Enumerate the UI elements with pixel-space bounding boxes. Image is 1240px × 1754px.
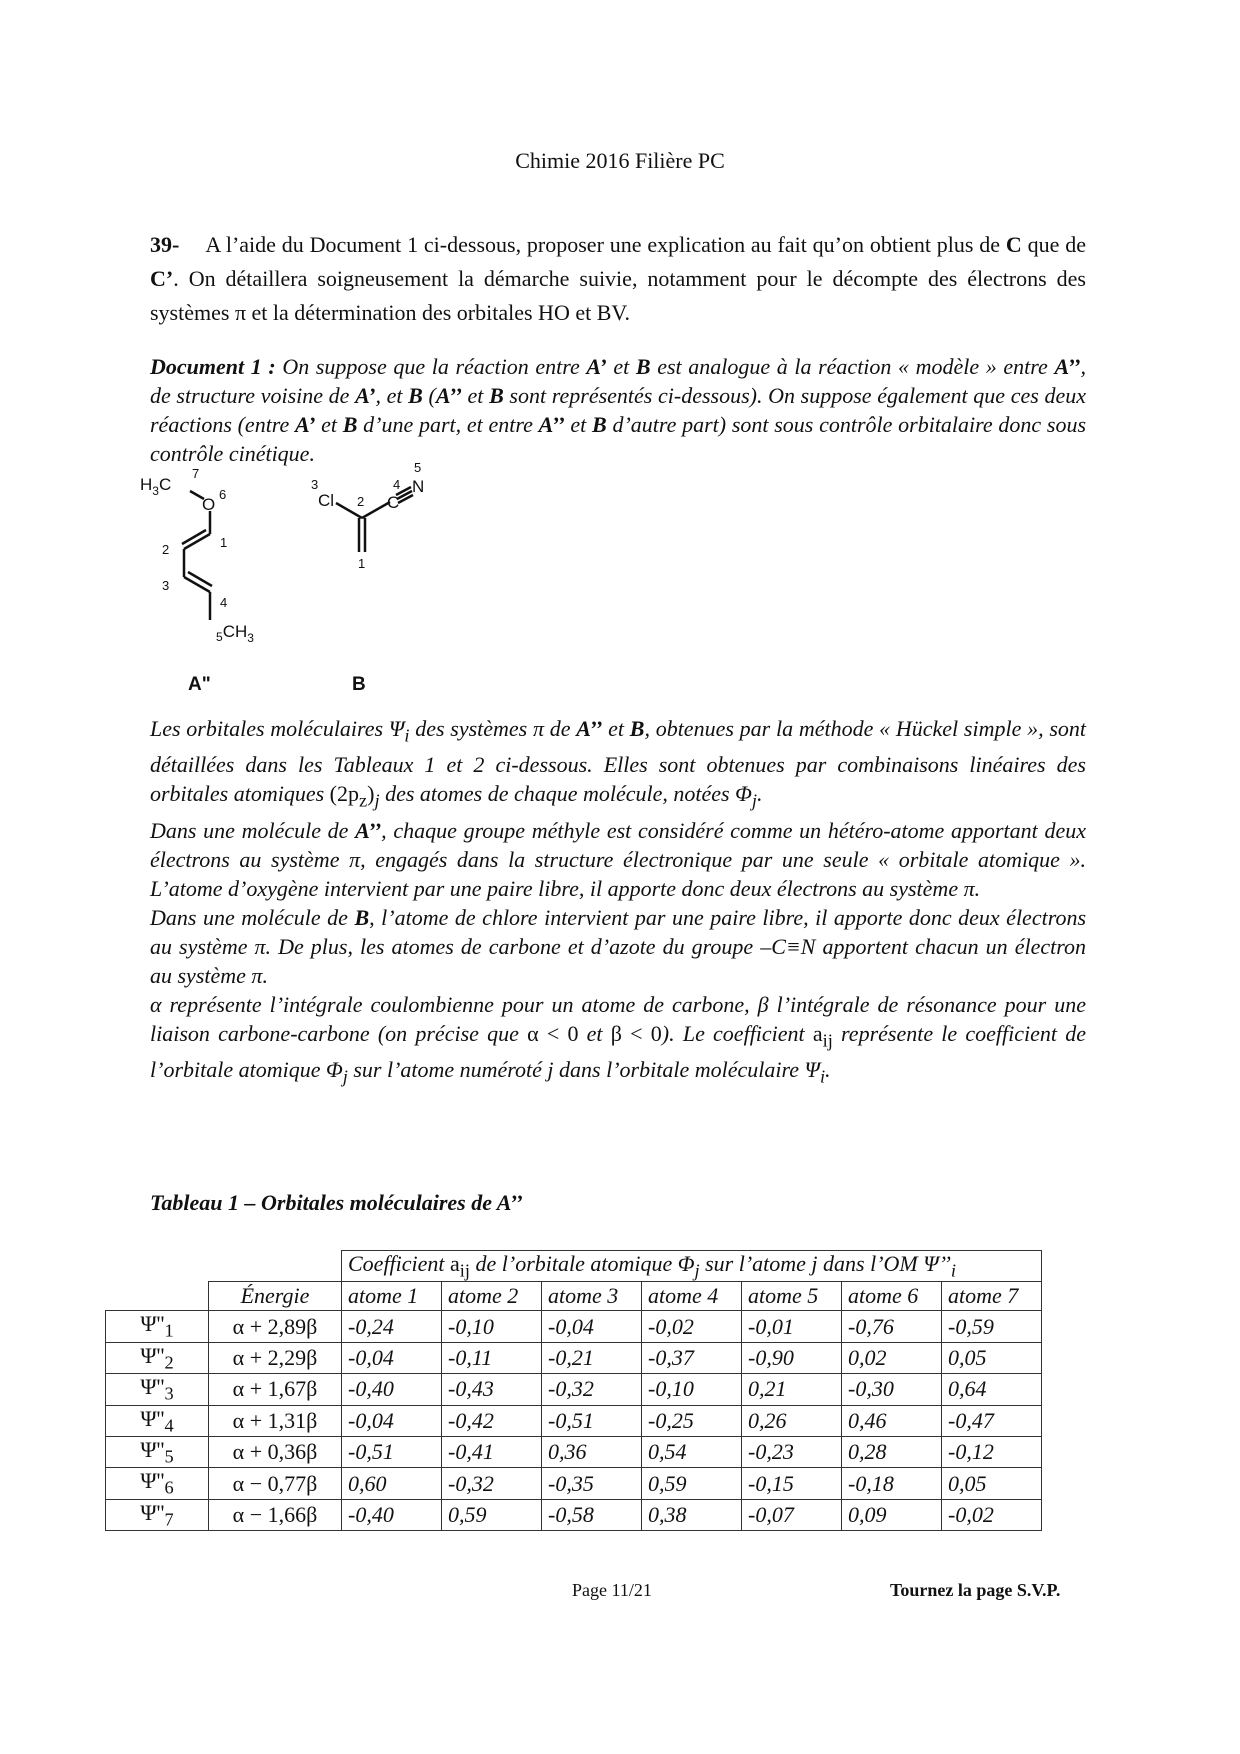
table-1-title: Tableau 1 – Orbitales moléculaires de A’’ xyxy=(150,1190,523,1215)
coefficient-cell: -0,25 xyxy=(642,1405,742,1436)
molecule-a2-text xyxy=(140,466,254,695)
orbital-index: 5 xyxy=(164,1446,174,1467)
coefficient-cell: -0,35 xyxy=(542,1468,642,1499)
a2-h3c-c: C xyxy=(158,475,172,494)
coefficient-cell: -0,59 xyxy=(942,1311,1042,1342)
coefficient-cell: 0,05 xyxy=(942,1342,1042,1373)
orbital-label xyxy=(106,1499,209,1530)
b-carbon: C xyxy=(387,493,400,512)
coefficient-cell: -0,43 xyxy=(442,1374,542,1405)
a2-atom-number: 4 xyxy=(220,595,228,610)
orbital-index: 6 xyxy=(164,1477,174,1498)
column-header: atome 5 xyxy=(742,1282,842,1311)
table-row xyxy=(106,1342,1042,1373)
b-label: B xyxy=(352,674,366,695)
coefficient-cell: -0,90 xyxy=(742,1342,842,1373)
orbital-energy: α − 0,77β xyxy=(209,1468,342,1499)
coefficient-cell: 0,64 xyxy=(942,1374,1042,1405)
svg-text:5CH3 xyxy=(216,622,254,645)
coefficient-cell: -0,40 xyxy=(342,1374,442,1405)
coefficient-cell: 0,60 xyxy=(342,1468,442,1499)
column-header: atome 7 xyxy=(942,1282,1042,1311)
coefficient-cell: 0,21 xyxy=(742,1374,842,1405)
coefficient-cell: 0,28 xyxy=(842,1436,942,1467)
coefficient-cell: 0,38 xyxy=(642,1499,742,1530)
svg-text:H3C xyxy=(140,475,171,498)
orbital-symbol: Ψ'' xyxy=(140,1405,165,1431)
table-row xyxy=(106,1405,1042,1436)
b-nitrogen: N xyxy=(412,477,425,496)
a2-atom-number: 2 xyxy=(162,542,170,557)
coefficient-cell: -0,32 xyxy=(542,1374,642,1405)
coefficient-cell: 0,54 xyxy=(642,1436,742,1467)
coefficient-cell: -0,02 xyxy=(942,1499,1042,1530)
orbital-symbol: Ψ'' xyxy=(140,1436,165,1462)
table-column-header-row xyxy=(106,1282,1042,1311)
orbital-energy: α + 2,29β xyxy=(209,1342,342,1373)
coefficient-cell: -0,21 xyxy=(542,1342,642,1373)
a2-atom-number: 7 xyxy=(192,466,200,481)
coefficient-cell: -0,40 xyxy=(342,1499,442,1530)
table-1 xyxy=(105,1250,1042,1531)
paragraph-a2: Dans une molécule de A’’, chaque groupe méthyle est considéré comme un hétéro-atome apportant deux électrons au système π, engagés dans la structure électronique par une seule « orbitale atomique ». L’atome d’oxygène intervient par une paire libre, il apporte donc deux électrons au système π. xyxy=(150,817,1086,901)
coefficient-cell: -0,07 xyxy=(742,1499,842,1530)
document-1-body xyxy=(150,714,1086,1092)
orbital-symbol: Ψ'' xyxy=(140,1311,165,1337)
coefficient-cell: 0,09 xyxy=(842,1499,942,1530)
orbital-energy: α + 1,31β xyxy=(209,1405,342,1436)
coefficient-cell: 0,59 xyxy=(442,1499,542,1530)
column-header: atome 6 xyxy=(842,1282,942,1311)
table-row xyxy=(106,1311,1042,1342)
molecule-structures xyxy=(140,460,540,722)
coefficient-cell: -0,23 xyxy=(742,1436,842,1467)
coefficient-cell: -0,51 xyxy=(342,1436,442,1467)
orbital-symbol: Ψ'' xyxy=(140,1499,165,1525)
question-39 xyxy=(150,228,1086,330)
coefficient-cell: -0,15 xyxy=(742,1468,842,1499)
document-intro-text: On suppose que la réaction entre A’ et B est analogue à la réaction « modèle » entre A’’, de structure voisine de A’, et B (A’’ et B sont représentés ci-dessous). On suppose également que ces deux réactions (entre A’ et B d’une part, et entre A’’ et B d’autre part) sont sous contrôle orbitalaire donc sous contrôle cinétique. xyxy=(150,354,1087,466)
a2-label: A" xyxy=(188,674,211,695)
orbital-label xyxy=(106,1311,209,1342)
coefficient-cell: 0,46 xyxy=(842,1405,942,1436)
orbital-index: 4 xyxy=(164,1414,174,1435)
coefficient-cell: -0,04 xyxy=(342,1342,442,1373)
a2-ch3-sub: 3 xyxy=(247,631,254,645)
turn-page-note: Tournez la page S.V.P. xyxy=(890,1580,1061,1600)
b-atom-number: 1 xyxy=(358,556,366,571)
column-header: atome 4 xyxy=(642,1282,742,1311)
column-header: atome 3 xyxy=(542,1282,642,1311)
orbital-symbol: Ψ'' xyxy=(140,1468,165,1494)
orbital-label xyxy=(106,1342,209,1373)
a2-ch3-prefix: 5 xyxy=(216,630,223,644)
orbital-symbol: Ψ'' xyxy=(140,1342,165,1368)
table-row xyxy=(106,1374,1042,1405)
page-number: Page 11/21 xyxy=(572,1580,652,1600)
coefficient-cell: 0,36 xyxy=(542,1436,642,1467)
coefficient-cell: -0,10 xyxy=(642,1374,742,1405)
coefficient-cell: -0,12 xyxy=(942,1436,1042,1467)
orbital-energy: α + 2,89β xyxy=(209,1311,342,1342)
question-text: A l’aide du Document 1 ci-dessous, proposer une explication au fait qu’on obtient plus de C que de C’. On détaillera soigneusement la démarche suivie, notamment pour le décompte des électrons des systèmes π et la détermination des orbitales HO et BV. xyxy=(150,232,1087,325)
coefficient-cell: -0,02 xyxy=(642,1311,742,1342)
orbital-label xyxy=(106,1374,209,1405)
page-header: Chimie 2016 Filière PC xyxy=(515,148,725,173)
orbital-energy: α + 1,67β xyxy=(209,1374,342,1405)
b-atom-number: 3 xyxy=(311,477,319,492)
coefficient-cell: 0,02 xyxy=(842,1342,942,1373)
column-header: atome 2 xyxy=(442,1282,542,1311)
document-label: Document 1 : xyxy=(150,354,276,379)
orbital-energy: α + 0,36β xyxy=(209,1436,342,1467)
document-1-intro xyxy=(150,352,1086,468)
molecule-b xyxy=(336,487,413,552)
orbital-label xyxy=(106,1436,209,1467)
orbital-index: 2 xyxy=(164,1352,174,1373)
coefficient-cell: -0,58 xyxy=(542,1499,642,1530)
a2-atom-number: 3 xyxy=(162,578,170,593)
a2-oxygen: O xyxy=(202,495,216,514)
molecule-b-text xyxy=(311,460,424,695)
coefficient-cell: -0,30 xyxy=(842,1374,942,1405)
paragraph-alpha-beta: α représente l’intégrale coulombienne pour un atome de carbone, β l’intégrale de résonance pour une liaison carbone-carbone (on précise que α < 0 et β < 0). Le coefficient $a_{ij}$ représente le coefficient de l’orbitale atomique $\Phi_j$ sur l’atome numéroté j dans l’orbitale moléculaire $\Psi_i$. xyxy=(150,991,1086,1087)
b-atom-number: 2 xyxy=(357,494,365,509)
orbital-symbol: Ψ'' xyxy=(140,1374,165,1400)
coefficient-cell: 0,26 xyxy=(742,1405,842,1436)
coefficient-cell: -0,37 xyxy=(642,1342,742,1373)
coefficient-cell: -0,04 xyxy=(542,1311,642,1342)
b-atom-number: 5 xyxy=(414,460,422,475)
orbital-index: 1 xyxy=(164,1320,174,1341)
column-header: atome 1 xyxy=(342,1282,442,1311)
coefficient-cell: 0,59 xyxy=(642,1468,742,1499)
question-number: 39- xyxy=(150,232,180,257)
coefficient-cell: -0,51 xyxy=(542,1405,642,1436)
orbital-index: 3 xyxy=(164,1383,174,1404)
table-body xyxy=(106,1311,1042,1531)
table-row xyxy=(106,1468,1042,1499)
a2-atom-number: 6 xyxy=(219,487,227,502)
a2-h3c-h: H xyxy=(140,475,153,494)
coefficient-cell: -0,42 xyxy=(442,1405,542,1436)
b-atom-number: 4 xyxy=(393,477,401,492)
coefficient-cell: -0,01 xyxy=(742,1311,842,1342)
a2-atom-number: 1 xyxy=(220,535,228,550)
coefficient-cell: -0,24 xyxy=(342,1311,442,1342)
orbital-energy: α − 1,66β xyxy=(209,1499,342,1530)
table-row xyxy=(106,1499,1042,1530)
table-group-header-row xyxy=(106,1251,1042,1282)
coefficient-cell: -0,10 xyxy=(442,1311,542,1342)
orbital-label xyxy=(106,1468,209,1499)
orbital-label xyxy=(106,1405,209,1436)
a2-h3c-sub: 3 xyxy=(152,484,159,498)
coefficient-cell: -0,18 xyxy=(842,1468,942,1499)
paragraph-orbitals: Les orbitales moléculaires $\Psi_i$ des systèmes π de A’’ et B, obtenues par la méthode « Hückel simple », sont détaillées dans les Tableaux 1 et 2 ci-dessous. Elles sont obtenues par combinaisons linéaires des orbitales atomiques $(2p_z)_j$ des atomes de chaque molécule, notées $\Phi_j$. xyxy=(150,716,1087,811)
energy-header: Énergie xyxy=(209,1282,342,1311)
table-group-header: Coefficient $a_{ij}$ de l’orbitale atomique $\Phi_j$ sur l’atome j dans l’OM $\Psi’’_i$ xyxy=(342,1251,1042,1282)
b-chlorine: Cl xyxy=(318,491,335,510)
coefficient-cell: -0,47 xyxy=(942,1405,1042,1436)
a2-ch3: CH xyxy=(222,622,248,641)
coefficient-cell: -0,11 xyxy=(442,1342,542,1373)
coefficient-cell: -0,76 xyxy=(842,1311,942,1342)
coefficient-cell: 0,05 xyxy=(942,1468,1042,1499)
table-row xyxy=(106,1436,1042,1467)
coefficient-cell: -0,32 xyxy=(442,1468,542,1499)
orbital-index: 7 xyxy=(164,1509,174,1530)
paragraph-b: Dans une molécule de B, l’atome de chlore intervient par une paire libre, il apporte donc deux électrons au système π. De plus, les atomes de carbone et d’azote du groupe –C≡N apportent chacun un électron au système π. xyxy=(150,904,1087,988)
coefficient-cell: -0,41 xyxy=(442,1436,542,1467)
coefficient-cell: -0,04 xyxy=(342,1405,442,1436)
